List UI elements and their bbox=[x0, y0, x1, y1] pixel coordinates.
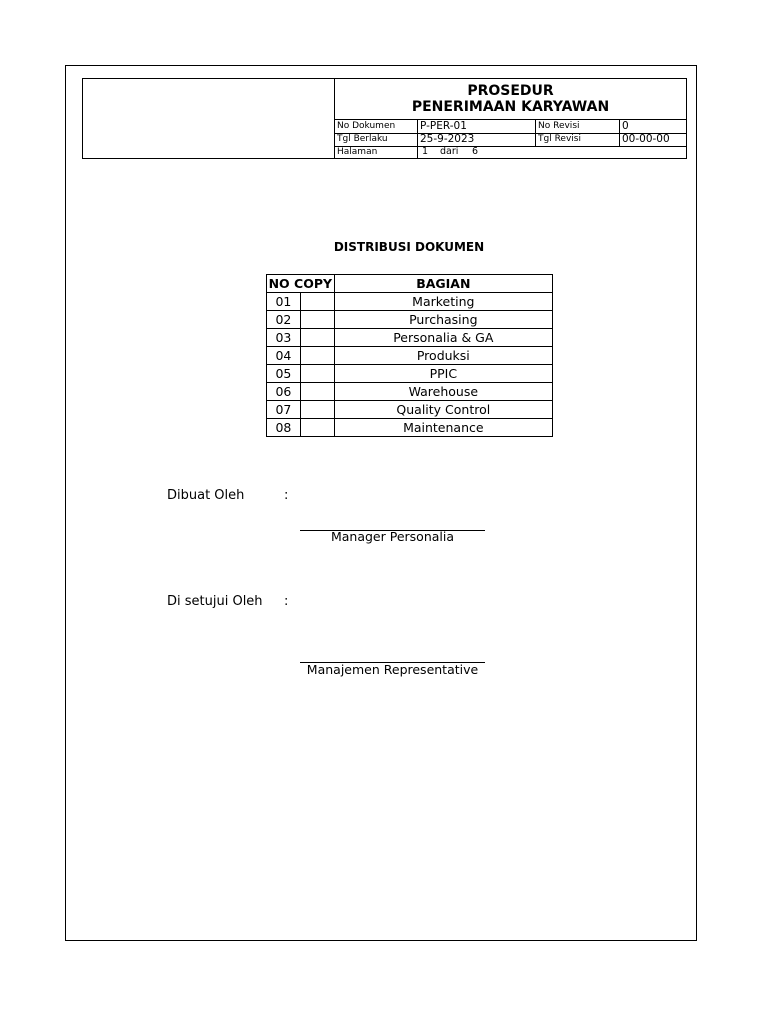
header-info-grid bbox=[335, 119, 686, 159]
copy-number: 03 bbox=[267, 329, 301, 347]
copy-check-cell bbox=[300, 401, 334, 419]
header-row-halaman bbox=[335, 146, 686, 159]
copy-check-cell bbox=[300, 419, 334, 437]
copy-check-cell bbox=[300, 311, 334, 329]
bagian-cell: Purchasing bbox=[334, 311, 552, 329]
bagian-cell: PPIC bbox=[334, 365, 552, 383]
table-row bbox=[267, 383, 553, 401]
copy-number: 06 bbox=[267, 383, 301, 401]
copy-number: 02 bbox=[267, 311, 301, 329]
bagian-header: BAGIAN bbox=[334, 275, 552, 293]
table-row bbox=[267, 347, 553, 365]
copy-check-cell bbox=[300, 329, 334, 347]
tgl-berlaku-value: 25-9-2023 bbox=[418, 133, 536, 146]
copy-check-cell bbox=[300, 365, 334, 383]
copy-check-cell bbox=[300, 383, 334, 401]
header-row-dokumen bbox=[335, 120, 686, 134]
bagian-cell: Produksi bbox=[334, 347, 552, 365]
table-row bbox=[267, 401, 553, 419]
page-total: 6 bbox=[472, 146, 479, 157]
copy-number: 05 bbox=[267, 365, 301, 383]
copy-check-cell bbox=[300, 347, 334, 365]
copy-number: 04 bbox=[267, 347, 301, 365]
bagian-cell: Personalia & GA bbox=[334, 329, 552, 347]
document-title bbox=[335, 79, 686, 119]
bagian-cell: Quality Control bbox=[334, 401, 552, 419]
logo-cell bbox=[83, 79, 335, 158]
no-dokumen-label: No Dokumen bbox=[335, 120, 418, 133]
copy-number: 08 bbox=[267, 419, 301, 437]
distribution-table bbox=[266, 274, 553, 437]
copy-number: 07 bbox=[267, 401, 301, 419]
bagian-cell: Warehouse bbox=[334, 383, 552, 401]
halaman-label: Halaman bbox=[335, 146, 418, 159]
table-row bbox=[267, 365, 553, 383]
page-current: 1 bbox=[422, 146, 429, 157]
page-of: dari bbox=[440, 146, 459, 157]
header-row-tanggal bbox=[335, 133, 686, 147]
table-row bbox=[267, 329, 553, 347]
no-copy-header: NO COPY bbox=[267, 275, 335, 293]
distribution-rows bbox=[267, 293, 553, 437]
made-by-colon: : bbox=[284, 488, 289, 503]
page-border bbox=[65, 65, 697, 941]
no-dokumen-value: P-PER-01 bbox=[418, 120, 536, 133]
no-revisi-label: No Revisi bbox=[536, 120, 620, 133]
tgl-revisi-label: Tgl Revisi bbox=[536, 133, 620, 146]
copy-number: 01 bbox=[267, 293, 301, 311]
bagian-cell: Maintenance bbox=[334, 419, 552, 437]
no-revisi-value: 0 bbox=[622, 120, 629, 132]
table-row bbox=[267, 419, 553, 437]
approved-by-colon: : bbox=[284, 594, 289, 609]
document-header bbox=[82, 78, 687, 159]
title-line-1: PROSEDUR bbox=[467, 83, 554, 99]
title-line-2: PENERIMAAN KARYAWAN bbox=[411, 99, 610, 115]
approved-by-label: Di setujui Oleh bbox=[167, 594, 263, 609]
tgl-berlaku-label: Tgl Berlaku bbox=[335, 133, 418, 146]
table-header-row bbox=[267, 275, 553, 293]
copy-check-cell bbox=[300, 293, 334, 311]
distribution-title: DISTRIBUSI DOKUMEN bbox=[333, 240, 485, 254]
tgl-revisi-value: 00-00-00 bbox=[622, 133, 670, 145]
made-by-name: Manager Personalia bbox=[330, 529, 455, 544]
table-row bbox=[267, 293, 553, 311]
table-row bbox=[267, 311, 553, 329]
approved-by-name: Manajemen Representative bbox=[306, 662, 479, 677]
bagian-cell: Marketing bbox=[334, 293, 552, 311]
made-by-label: Dibuat Oleh bbox=[167, 488, 245, 503]
